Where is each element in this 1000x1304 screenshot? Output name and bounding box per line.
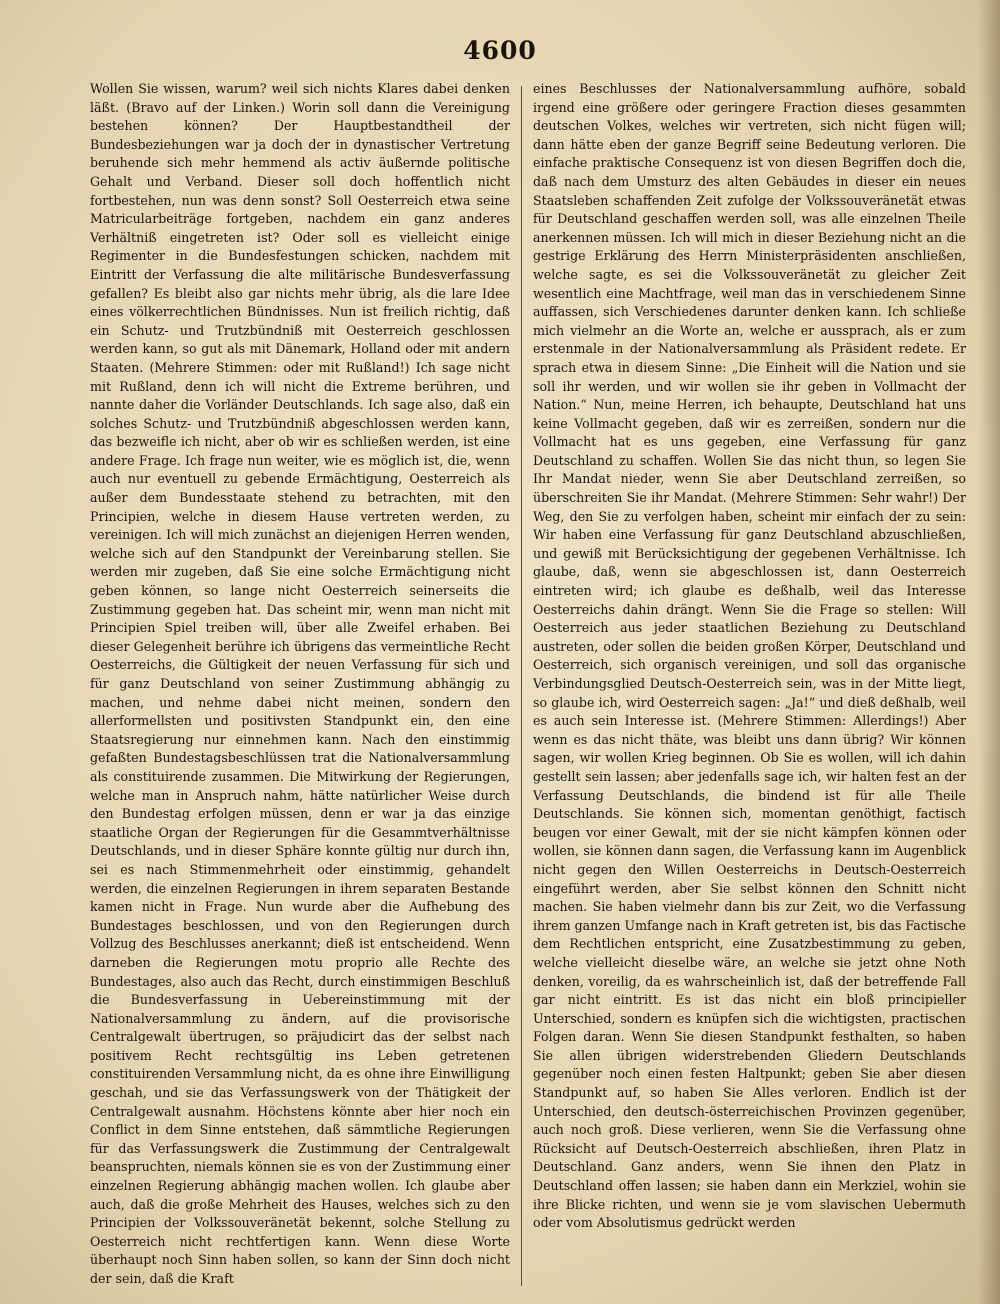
right-column-text: eines Beschlusses der Nationalversammlung aufhöre, sobald irgend eine größere oder geringere Fraction dieses gesammten deutschen Volkes, welches wir vertreten, sich nicht fügen will; dann hätte eben der ganze Begriff seine Bedeutung verloren. Die einfache praktische Consequenz ist von diesen Begriffen doch die, daß nach dem Umsturz des alten Gebäudes in dieser ein neues Staatsleben schaffenden Zeit zufolge der Volkssouveränetät etwas für Deutschland geschaffen werden soll, was alle einzelnen Theile anerkennen müssen. Ich will mich in dieser Beziehung nicht an die gestrige Erklärung des Herrn Ministerpräsidenten anschließen, welche sagte, es sei die Volkssouveränetät zu gleicher Zeit wesentlich eine Machtfrage, weil man das in verschiedenem Sinne auffassen, sich Verschiedenes darunter denken kann. Ich schließe mich vielmehr an die Worte an, welche er aussprach, als er zum erstenmale in der Nationalversammlung als Präsident redete. Er sprach etwa in diesem Sinne: „Die Einheit will die Nation und sie soll ihr werden, und wir wollen sie ihr geben in Vollmacht der Nation.“ Nun, meine Herren, ich behaupte, Deutschland hat uns keine Vollmacht gegeben, daß wir es zerreißen, sondern nur die Vollmacht hat es uns gegeben, eine Verfassung für ganz Deutschland zu schaffen. Wollen Sie das nicht thun, so legen Sie Ihr Mandat nieder, wenn Sie aber Deutschland zerreißen, so überschreiten Sie ihr Mandat. (Mehrere Stimmen: Sehr wahr!) Der Weg, den Sie zu verfolgen haben, scheint mir einfach der zu sein: Wir haben eine Verfassung für ganz Deutschland abzuschließen, und gewiß mit Berücksichtigung der gegebenen Verhältnisse. Ich glaube, daß, wenn sie abgeschlossen ist, dann Oesterreich eintreten wird; ich glaube es deßhalb, weil das Interesse Oesterreichs dahin drängt. Wenn Sie die Frage so stellen: Will Oesterreich aus jeder staatlichen Beziehung zu Deutschland austreten, oder sollen die beiden großen Körper, Deutschland und Oesterreich, sich organisch vereinigen, und soll das organische Verbindungsglied Deutsch-Oesterreich sein, was in der Mitte liegt, so glaube ich, wird Oesterreich sagen: „Ja!“ und dieß deßhalb, weil es auch sein Interesse ist. (Mehrere Stimmen: Allerdings!) Aber wenn es das nicht thäte, was bleibt uns dann übrig? Wir können sagen, wir wollen Krieg beginnen. Ob Sie es wollen, will ich dahin gestellt sein lassen; aber jedenfalls sage ich, wir halten fest an der Verfassung Deutschlands, die bindend ist für alle Theile Deutschlands. Sie können sich, momentan genöthigt, factisch beugen vor einer Gewalt, mit der sie nicht kämpfen können oder wollen, sie können dann sagen, die Verfassung kann im Augenblick nicht gegen den Willen Oesterreichs in Deutsch-Oesterreich eingeführt werden, aber Sie selbst können den Schnitt nicht machen. Sie haben vielmehr dann bis zur Zeit, wo die Verfassung ihrem ganzen Umfange nach in Kraft getreten ist, bis das Factische dem Rechtlichen entspricht, eine Zusatzbestimmung zu geben, welche vielleicht dieselbe wäre, an welche sie jetzt ohne Noth denken, voreilig, da es wahrscheinlich ist, daß der betreffende Fall gar nicht eintritt. Es ist das nicht ein bloß principieller Unterschied, sondern es knüpfen sich die wichtigsten, practischen Folgen daran. Wenn Sie diesen Standpunkt festhalten, so haben Sie allen übrigen widerstrebenden Gliedern Deutschlands gegenüber noch einen festen Haltpunkt; geben Sie aber diesen Standpunkt auf, so haben Sie Alles verloren. Endlich ist der Unterschied, den deutsch-österreichischen Provinzen gegenüber, auch noch groß. Diese verlieren, wenn Sie die Verfassung ohne Rücksicht auf Deutsch-Oesterreich abschließen, ihren Platz in Deutschland. Ganz anders, wenn Sie ihnen den Platz in Deutschland offen lassen; sie haben dann ein Merkziel, wohin sie ihre Blicke richten, und wenn sie je vom slavischen Uebermuth oder vom Absolutismus gedrückt werden: [533, 81, 966, 1231]
text-column-left: [90, 80, 510, 1290]
column-divider: [521, 86, 522, 1286]
page-edge-shadow: [978, 0, 1000, 1304]
left-column-text: Wollen Sie wissen, warum? weil sich nichts Klares dabei denken läßt. (Bravo auf der Linken.) Worin soll dann die Vereinigung bestehen können? Der Hauptbestandtheil der Bundesbeziehungen war ja doch der in dynastischer Vertretung beruhende sich mehr hemmend als activ äußernde politische Gehalt und Verband. Dieser soll doch hoffentlich nicht fortbestehen, nun was denn sonst? Soll Oesterreich etwa seine Matricularbeiträge fortgeben, nachdem ein ganz anderes Verhältniß eingetreten ist? Oder soll es vielleicht einige Regimenter in die Bundesfestungen schicken, nachdem mit Eintritt der Verfassung die alte militärische Bundesverfassung gefallen? Es bleibt also gar nichts mehr übrig, als die lare Idee eines völkerrechtlichen Bündnisses. Nun ist freilich richtig, daß ein Schutz- und Trutzbündniß mit Oesterreich geschlossen werden kann, so gut als mit Dänemark, Holland oder mit andern Staaten. (Mehrere Stimmen: oder mit Rußland!) Ich sage nicht mit Rußland, denn ich will nicht die Extreme berühren, und nannte daher die Vorländer Deutschlands. Ich sage also, daß ein solches Schutz- und Trutzbündniß abgeschlossen werden kann, das bezweifle ich nicht, aber ob wir es schließen werden, ist eine andere Frage. Ich frage nun weiter, wie es möglich ist, die, wenn auch nur eventuell zu gebende Ermächtigung, Oesterreich als außer dem Bundesstaate stehend zu betrachten, mit den Principien, welche in diesem Hause vertreten werden, zu vereinigen. Ich will mich zunächst an diejenigen Herren wenden, welche sich auf den Standpunkt der Vereinbarung stellen. Sie werden mir zugeben, daß Sie eine solche Ermächtigung nicht geben können, so lange nicht Oesterreich seinerseits die Zustimmung gegeben hat. Das scheint mir, wenn man nicht mit Principien Spiel treiben will, über alle Zweifel erhaben. Bei dieser Gelegenheit berühre ich übrigens das vermeintliche Recht Oesterreichs, die Gültigkeit der neuen Verfassung für sich und für ganz Deutschland von seiner Zustimmung abhängig zu machen, und nehme dabei nicht meinen, sondern den allerformellsten und positivsten Standpunkt ein, den eine Staatsregierung nur einnehmen kann. Nach den einstimmig gefaßten Bundestagsbeschlüssen trat die Nationalversammlung als constituirende zusammen. Die Mitwirkung der Regierungen, welche man in Anspruch nahm, hätte natürlicher Weise durch den Bundestag erfolgen müssen, denn er war ja das einzige staatliche Organ der Regierungen für die Gesammtverhältnisse Deutschlands, und in dieser Sphäre konnte gültig nur durch ihn, sei es nach Stimmenmehrheit oder einstimmig, gehandelt werden, die einzelnen Regierungen in ihrem separaten Bestande kamen nicht in Frage. Nun wurde aber die Aufhebung des Bundestages beschlossen, und von den Regierungen durch Vollzug des Beschlusses anerkannt; dieß ist entscheidend. Wenn darneben die Regierungen motu proprio alle Rechte des Bundestages, also auch das Recht, durch einstimmigen Beschluß die Bundesverfassung in Uebereinstimmung mit der Nationalversammlung zu ändern, auf die provisorische Centralgewalt übertrugen, so präjudicirt das der selbst nach positivem Recht rechtsgültig ins Leben getretenen constituirenden Versammlung nicht, da es ohne ihre Einwilligung geschah, und sie das Verfassungswerk von der Thätigkeit der Centralgewalt ausnahm. Höchstens könnte aber hier noch ein Conflict in dem Sinne entstehen, daß sämmtliche Regierungen für das Verfassungswerk die Zustimmung der Centralgewalt beanspruchten, niemals können sie es von der Zustimmung einer einzelnen Regierung abhängig machen wollen. Ich glaube aber auch, daß die große Mehrheit des Hauses, welches sich zu den Principien der Volkssouveränetät bekennt, solche Stellung zu Oesterreich nicht rechtfertigen kann. Wenn diese Worte überhaupt noch Sinn haben sollen, so kann der Sinn doch nicht der sein, daß die Kraft: [90, 81, 510, 1286]
text-column-right: [533, 80, 966, 1290]
page-number: 4600: [463, 36, 537, 65]
